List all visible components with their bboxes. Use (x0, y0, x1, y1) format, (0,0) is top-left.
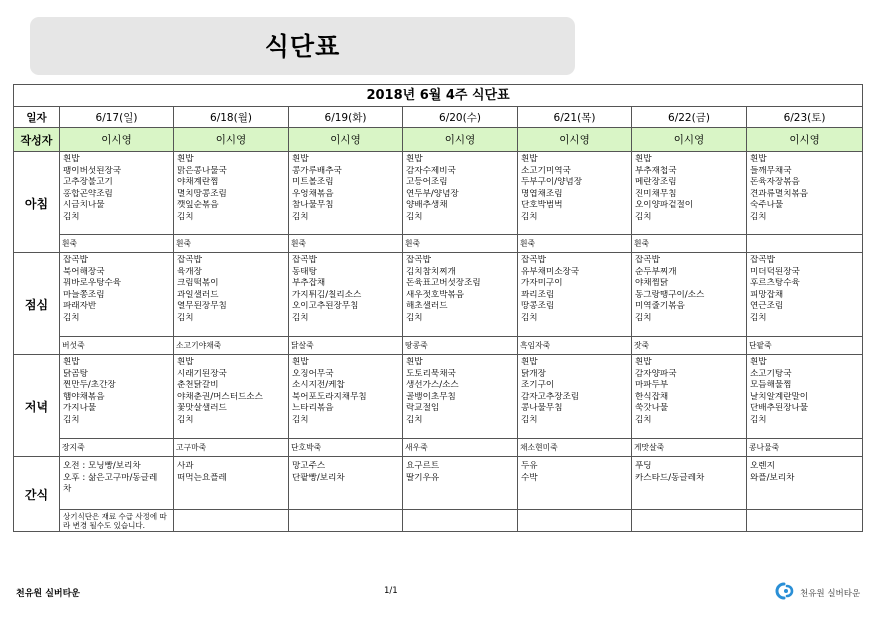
snack-row (14, 457, 863, 510)
dish-item: 소고기탕국 (750, 368, 792, 379)
dish-item: 흰밥 (406, 357, 423, 367)
dish-item: 꽈리조림 (521, 289, 555, 300)
dish-item: 김치 (635, 312, 652, 323)
lunch-label: 점심 (14, 253, 60, 355)
dish-item: 골뱅이초무침 (406, 391, 456, 402)
dish-item: 꽃맛살샐러드 (177, 403, 227, 414)
dish-item: 흰밥 (406, 154, 423, 164)
snack-item: 와플/보리차 (750, 472, 795, 483)
dish-item: 시금치나물 (63, 200, 105, 211)
date-cell: 6/20(수) (403, 107, 518, 128)
meal-cell (60, 152, 174, 235)
writer-cell: 이시영 (174, 128, 289, 152)
dish-item: 김치참치찌개 (406, 266, 456, 277)
dish-item: 고추장불고기 (63, 177, 113, 188)
writer-label: 작성자 (14, 128, 60, 152)
snack-cell (403, 457, 518, 510)
dish-item: 흰밥 (177, 357, 194, 367)
dish-item: 날치알계란말이 (750, 391, 809, 402)
menu-table (13, 84, 863, 532)
dish-item: 미더덕된장국 (750, 266, 800, 277)
meal-cell (403, 152, 518, 235)
dish-item: 흰밥 (177, 154, 194, 164)
footer-organization: 천유원 실버타운 (16, 589, 80, 599)
dish-item: 흰밥 (635, 154, 652, 164)
dish-item: 열무된장무침 (177, 301, 227, 312)
dish-item: 감자양파국 (635, 368, 677, 379)
meal-cell (632, 253, 747, 337)
dish-item: 멸치땅콩조림 (177, 188, 227, 199)
title-banner (30, 17, 575, 75)
dish-item: 김치 (63, 414, 80, 425)
dish-item: 락교절임 (406, 403, 440, 414)
dish-item: 잡곡밥 (63, 255, 88, 265)
dish-item: 돈육자장볶음 (750, 177, 800, 188)
dish-item: 숙주나물 (750, 200, 784, 211)
dish-item: 시래기된장국 (177, 368, 227, 379)
dish-item: 동태탕 (292, 266, 317, 277)
meal-cell (518, 152, 632, 235)
writer-cell: 이시영 (289, 128, 403, 152)
dish-item: 미역줄기볶음 (635, 301, 685, 312)
dish-item: 쑥갓나물 (635, 403, 669, 414)
dish-item: 잡곡밥 (406, 255, 431, 265)
dish-item: 진미채무침 (635, 188, 677, 199)
dish-item: 야채찜닭 (635, 278, 669, 289)
porridge-cell: 단호박죽 (289, 439, 403, 457)
snack-item: 단팥빵/보리차 (292, 472, 345, 483)
dish-item: 김치 (521, 414, 538, 425)
dish-item: 가지튀김/칠리소스 (292, 289, 362, 300)
dish-item: 순두부찌개 (635, 266, 677, 277)
snack-item: 오렌지 (750, 461, 775, 471)
porridge-cell: 소고기야채죽 (174, 337, 289, 355)
meal-cell (289, 355, 403, 439)
dish-item: 생선가스/소스 (406, 380, 459, 391)
dish-item: 닭개장 (521, 368, 546, 379)
porridge-cell: 흰죽 (60, 235, 174, 253)
empty-cell (632, 510, 747, 532)
dish-item: 가지나물 (63, 403, 97, 414)
dish-item: 후르츠탕수육 (750, 278, 800, 289)
meal-cell (747, 355, 863, 439)
dish-item: 김치 (292, 211, 309, 222)
breakfast-row (14, 152, 863, 235)
porridge-cell: 잣죽 (632, 337, 747, 355)
dish-item: 김치 (635, 211, 652, 222)
logo-arc (777, 584, 784, 598)
dish-item: 콩가루배추국 (292, 165, 342, 176)
dish-item: 홍합곤약조림 (63, 188, 113, 199)
dish-item: 잡곡밥 (177, 255, 202, 265)
meal-cell (174, 355, 289, 439)
dish-item: 김치 (177, 211, 194, 222)
porridge-cell: 새우죽 (403, 439, 518, 457)
dish-item: 꿔바로우탕수육 (63, 278, 122, 289)
dish-item: 명엽채조림 (521, 188, 563, 199)
dish-item: 소고기미역국 (521, 165, 571, 176)
date-cell: 6/23(토) (747, 107, 863, 128)
dish-item: 김치 (750, 312, 767, 323)
writer-cell: 이시영 (747, 128, 863, 152)
dish-item: 김치 (521, 312, 538, 323)
dish-item: 감자수제비국 (406, 165, 456, 176)
meal-cell (60, 355, 174, 439)
dish-item: 김치 (406, 211, 423, 222)
dish-item: 흰밥 (292, 154, 309, 164)
meal-cell (174, 152, 289, 235)
dish-item: 견과류멸치볶음 (750, 188, 809, 199)
meal-cell (632, 355, 747, 439)
porridge-cell: 흑임자죽 (518, 337, 632, 355)
writer-row (14, 128, 863, 152)
porridge-cell: 채소현미죽 (518, 439, 632, 457)
meal-cell (518, 355, 632, 439)
dish-item: 연근조림 (750, 301, 784, 312)
dish-item: 마파두부 (635, 380, 669, 391)
dish-item: 오이양파겉절이 (635, 200, 694, 211)
snack-cell (174, 457, 289, 510)
footer-brand: 천유원 실버타운 (800, 589, 861, 599)
dish-item: 단호박범벅 (521, 200, 563, 211)
dish-item: 고등어조림 (406, 177, 448, 188)
dish-item: 김치 (292, 414, 309, 425)
dish-item: 육개장 (177, 266, 202, 277)
dish-item: 김치 (521, 211, 538, 222)
dish-item: 동그랑땡구이/소스 (635, 289, 705, 300)
dish-item: 김치 (177, 312, 194, 323)
dish-item: 유부채미소장국 (521, 266, 580, 277)
dish-item: 양배추생채 (406, 200, 448, 211)
dish-item: 파래자반 (63, 301, 97, 312)
porridge-cell: 장지죽 (60, 439, 174, 457)
dish-item: 단배추된장나물 (750, 403, 809, 414)
dish-item: 흰밥 (521, 154, 538, 164)
dish-item: 김치 (63, 211, 80, 222)
snack-cell (632, 457, 747, 510)
dinner-row (14, 355, 863, 439)
dish-item: 흰밥 (63, 357, 80, 367)
writer-cell: 이시영 (403, 128, 518, 152)
dish-item: 잡곡밥 (521, 255, 546, 265)
dish-item: 모듬해물찜 (750, 380, 792, 391)
porridge-cell: 흰죽 (289, 235, 403, 253)
breakfast-porridge-row (14, 235, 863, 253)
menu-note: 상기식단은 재료 수급 사정에 따라 변경 될수도 있습니다. (60, 510, 174, 532)
dish-item: 김치 (177, 414, 194, 425)
dish-item: 김치 (63, 312, 80, 323)
snack-item: 카스타드/동글레차 (635, 472, 705, 483)
empty-cell (403, 510, 518, 532)
dish-item: 흰밥 (292, 357, 309, 367)
dish-item: 김치 (292, 312, 309, 323)
meal-cell (174, 253, 289, 337)
dish-item: 깻잎순볶음 (177, 200, 219, 211)
dish-item: 야채계란찜 (177, 177, 219, 188)
porridge-cell: 단팥죽 (747, 337, 863, 355)
dish-item: 소시지전/케찹 (292, 380, 345, 391)
dish-item: 가자미구이 (521, 278, 563, 289)
porridge-cell: 땅콩죽 (403, 337, 518, 355)
logo-icon (774, 581, 798, 605)
dish-item: 야채춘권/머스터드소스 (177, 391, 263, 402)
meal-cell (403, 355, 518, 439)
dish-item: 조기구이 (521, 380, 555, 391)
dish-item: 햄야채볶음 (63, 391, 105, 402)
snack-item: 푸딩 (635, 461, 652, 471)
snack-cell (289, 457, 403, 510)
date-cell: 6/21(목) (518, 107, 632, 128)
snack-cell (60, 457, 174, 510)
dish-item: 흰밥 (750, 357, 767, 367)
snack-item: 딸기우유 (406, 472, 440, 483)
meal-cell (747, 152, 863, 235)
dish-item: 도토리묵채국 (406, 368, 456, 379)
dish-item: 닭곰탕 (63, 368, 88, 379)
snack-item: 떠먹는요플레 (177, 472, 227, 483)
dish-item: 미트볼조림 (292, 177, 334, 188)
dish-item: 북어해장국 (63, 266, 105, 277)
dish-item: 감자고추장조림 (521, 391, 580, 402)
dish-item: 잡곡밥 (292, 255, 317, 265)
date-label: 일자 (14, 107, 60, 128)
dinner-porridge-row (14, 439, 863, 457)
writer-cell: 이시영 (632, 128, 747, 152)
snack-item: 사과 (177, 461, 194, 471)
footer-logo (774, 581, 860, 605)
dish-item: 맑은콩나물국 (177, 165, 227, 176)
dish-item: 메란장조림 (635, 177, 677, 188)
dish-item: 부추재첩국 (635, 165, 677, 176)
dish-item: 흰밥 (635, 357, 652, 367)
lunch-porridge-row (14, 337, 863, 355)
date-cell: 6/22(금) (632, 107, 747, 128)
empty-cell (289, 510, 403, 532)
dish-item: 부추잡채 (292, 278, 326, 289)
dish-item: 피망잡채 (750, 289, 784, 300)
snack-label: 간식 (14, 457, 60, 532)
porridge-cell: 흰죽 (403, 235, 518, 253)
meal-cell (632, 152, 747, 235)
porridge-cell: 게맛살죽 (632, 439, 747, 457)
meal-cell (403, 253, 518, 337)
dish-item: 새우젓호박볶음 (406, 289, 465, 300)
dish-item: 김치 (750, 211, 767, 222)
dish-item: 오징어무국 (292, 368, 334, 379)
porridge-cell: 흰죽 (518, 235, 632, 253)
snack-item: 수박 (521, 472, 538, 483)
snack-item: 망고주스 (292, 461, 326, 471)
porridge-cell (747, 235, 863, 253)
date-row (14, 107, 863, 128)
dish-item: 크림떡볶이 (177, 278, 219, 289)
dish-item: 느타리볶음 (292, 403, 334, 414)
date-cell: 6/17(일) (60, 107, 174, 128)
meal-cell (289, 253, 403, 337)
dish-item: 팽이버섯된장국 (63, 165, 122, 176)
empty-cell (174, 510, 289, 532)
porridge-cell: 닭살죽 (289, 337, 403, 355)
snack-item: 요구르트 (406, 461, 440, 471)
porridge-cell: 콩나물죽 (747, 439, 863, 457)
dish-item: 북어포도라지채무침 (292, 391, 367, 402)
snack-item: 오전 : 모닝빵/보리차 (63, 461, 141, 471)
meal-cell (747, 253, 863, 337)
empty-cell (747, 510, 863, 532)
writer-cell: 이시영 (518, 128, 632, 152)
dish-item: 땅콩조림 (521, 301, 555, 312)
dish-item: 과일샐러드 (177, 289, 219, 300)
dish-item: 김치 (406, 414, 423, 425)
dinner-label: 저녁 (14, 355, 60, 457)
dish-item: 돈육표고버섯장조림 (406, 278, 481, 289)
dish-item: 우엉채볶음 (292, 188, 334, 199)
dish-item: 김치 (635, 414, 652, 425)
week-title: 2018년 6월 4주 식단표 (14, 85, 863, 107)
meal-cell (289, 152, 403, 235)
dish-item: 찐만두/초간장 (63, 380, 116, 391)
dish-item: 김치 (750, 414, 767, 425)
dish-item: 한식잡채 (635, 391, 669, 402)
porridge-cell: 고구마죽 (174, 439, 289, 457)
dish-item: 들깨무채국 (750, 165, 792, 176)
snack-cell (747, 457, 863, 510)
porridge-cell: 버섯죽 (60, 337, 174, 355)
dish-item: 흰밥 (521, 357, 538, 367)
dish-item: 두부구이/양념장 (521, 177, 583, 188)
snack-item: 오후 : 삶은고구마/동글레 (63, 472, 158, 483)
dish-item: 잡곡밥 (750, 255, 775, 265)
empty-cell (518, 510, 632, 532)
dish-item: 연두부/양념장 (406, 188, 459, 199)
meal-cell (518, 253, 632, 337)
lunch-row (14, 253, 863, 337)
writer-cell: 이시영 (60, 128, 174, 152)
dish-item: 오이고추된장무침 (292, 301, 359, 312)
dish-item: 김치 (406, 312, 423, 323)
date-cell: 6/19(화) (289, 107, 403, 128)
dish-item: 콩나물무침 (521, 403, 563, 414)
meal-cell (60, 253, 174, 337)
porridge-cell: 흰죽 (632, 235, 747, 253)
snack-item: 차 (63, 484, 72, 495)
snack-item: 두유 (521, 461, 538, 471)
dish-item: 흰밥 (63, 154, 80, 164)
dish-item: 잡곡밥 (635, 255, 660, 265)
dish-item: 마늘쫑조림 (63, 289, 105, 300)
dish-item: 해초샐러드 (406, 301, 448, 312)
dish-item: 참나물무침 (292, 200, 334, 211)
porridge-cell: 흰죽 (174, 235, 289, 253)
page-title: 식단표 (264, 32, 341, 61)
date-cell: 6/18(월) (174, 107, 289, 128)
snack-cell (518, 457, 632, 510)
dish-item: 흰밥 (750, 154, 767, 164)
note-row (14, 510, 863, 532)
dish-item: 춘천닭갈비 (177, 380, 219, 391)
page-number: 1/1 (384, 586, 398, 596)
logo-dot (784, 589, 788, 593)
breakfast-label: 아침 (14, 152, 60, 253)
